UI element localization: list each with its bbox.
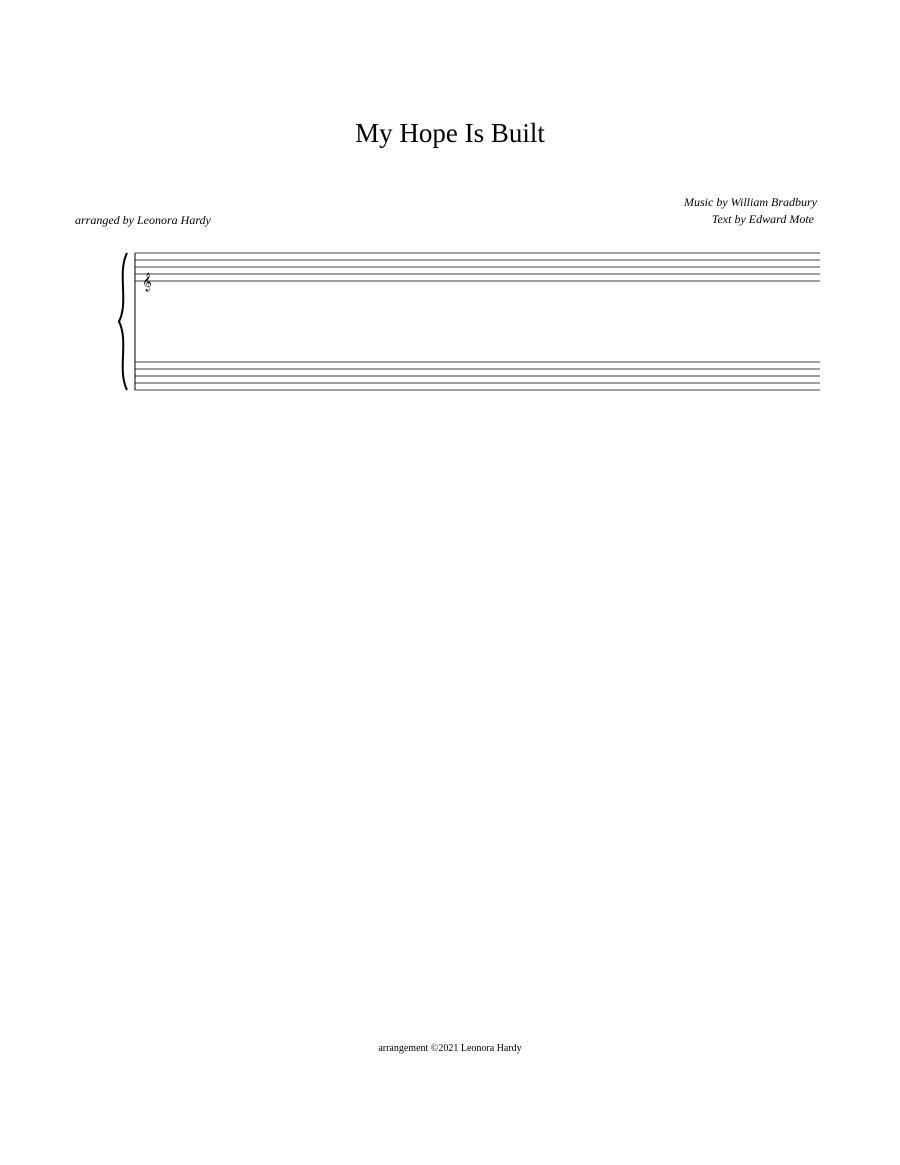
- music-credit: Music by William Bradbury: [684, 195, 817, 209]
- grand-staff-brace: [119, 253, 127, 390]
- text-credit: Text by Edward Mote: [711, 212, 814, 226]
- page-title: My Hope Is Built: [355, 118, 545, 148]
- treble-clef-icon: 𝄞: [142, 274, 152, 291]
- arranger-credit: arranged by Leonora Hardy: [75, 213, 211, 227]
- copyright-footer: arrangement ©2021 Leonora Hardy: [378, 1043, 522, 1054]
